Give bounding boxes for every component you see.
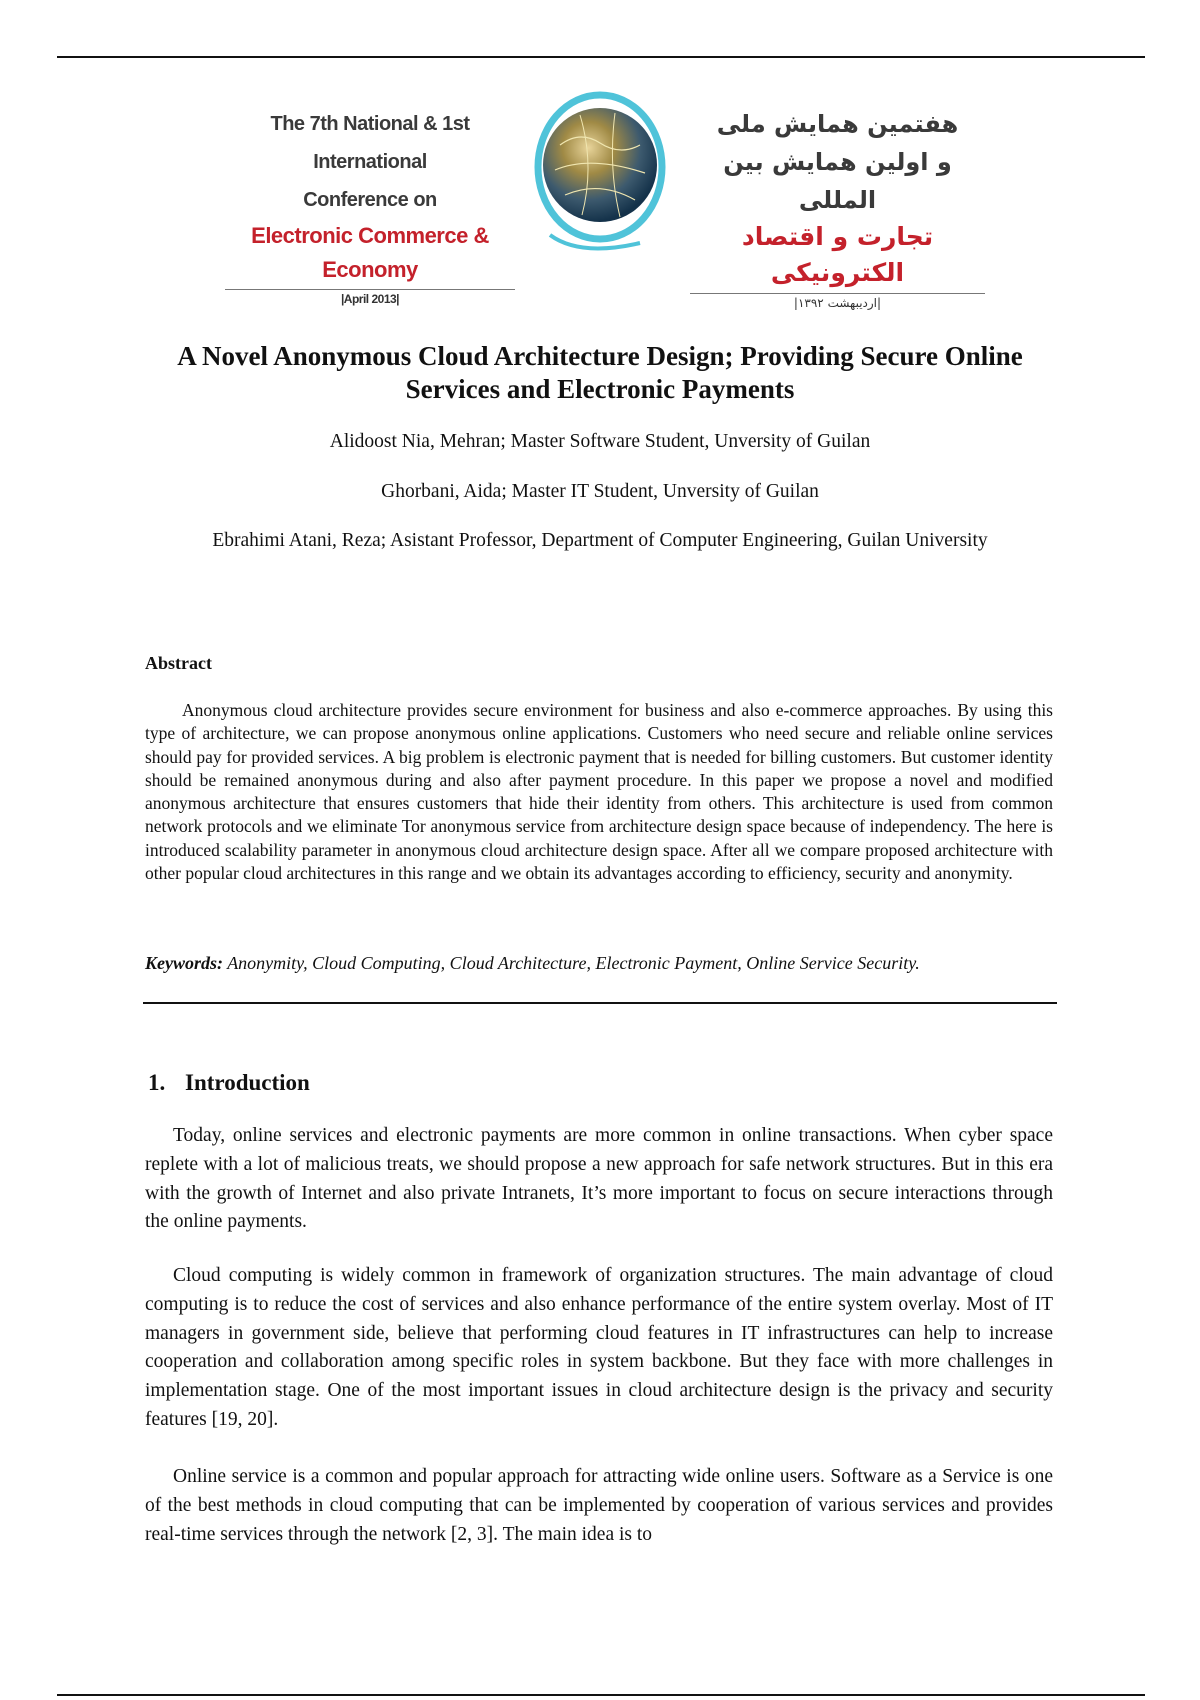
section-number: 1. [148,1070,166,1095]
keywords-line [145,953,1053,974]
section-title: Introduction [185,1070,310,1095]
conference-banner [225,75,985,310]
intro-paragraph-1: Today, online services and electronic payments are more common in online transactions. When cyber space replete with a lot of malicious treats, we should propose a new approach for safe network structures. But in this era with the growth of Internet and also private Intranets, It’s more important to focus on secure interactions through the online payments. [145,1125,1053,1233]
section-heading-introduction [148,1070,310,1096]
banner-fa-line2: و اولین همایش بین المللی [723,148,952,214]
banner-fa-date: |اردیبهشت ۱۳۹۲| [793,296,882,310]
banner-fa-divider [690,293,985,294]
banner-en-line3: Electronic Commerce & Economy [251,223,489,282]
abstract-heading: Abstract [145,653,212,673]
author-1: Alidoost Nia, Mehran; Master Software Student, Unversity of Guilan [329,431,871,452]
banner-fa-line3: تجارت و اقتصاد الکترونیکی [741,222,934,287]
top-rule [57,56,1145,58]
banner-english [225,105,515,306]
keywords-list: Anonymity, Cloud Computing, Cloud Architecture, Electronic Payment, Online Service Security. [227,953,920,973]
paper-title: A Novel Anonymous Cloud Architecture Design; Providing Secure Online Services and Electronic Payments [177,341,1023,404]
intro-paragraph-3: Online service is a common and popular approach for attracting wide online users. Software as a Service is one of the best methods in cloud computing that can be implemented by cooperation of various services and provides real-time services through the network [2, 3]. The main idea is to [145,1466,1053,1545]
banner-fa-line1: هفتمین همایش ملی [716,110,959,138]
banner-en-divider [225,289,515,290]
banner-en-date: |April 2013| [340,292,400,306]
banner-persian [690,105,985,310]
intro-paragraph-2: Cloud computing is widely common in framework of organization structures. The main advantage of cloud computing is to reduce the cost of services and also enhance performance of the entire system overlay. Most of IT managers in government side, believe that performing cloud features in IT infrastructures can help to increase cooperation and collaboration among specific roles in system backbone. But they face with more challenges in implementation stage. One of the most important issues in cloud architecture design is the privacy and security features [19, 20]. [145,1265,1053,1430]
globe-logo-icon [520,75,670,275]
keywords-label: Keywords: [145,953,223,973]
abstract-divider [143,1002,1057,1004]
bottom-rule [57,1694,1145,1696]
author-2: Ghorbani, Aida; Master IT Student, Unversity of Guilan [381,481,819,502]
banner-en-line2: Conference on [303,189,437,211]
author-3: Ebrahimi Atani, Reza; Asistant Professor, Department of Computer Engineering, Guilan University [212,530,988,551]
banner-en-line1: The 7th National & 1st International [270,113,470,173]
abstract-body: Anonymous cloud architecture provides secure environment for business and also e-commerce approaches. By using this type of architecture, we can propose anonymous online applications. Customers who need secure and reliable online services should pay for provided services. A big problem is electronic payment that is needed for billing customers. But customer identity should be remained anonymous during and also after payment procedure. In this paper we propose a novel and modified anonymous architecture that ensures customers that hide their identity from others. This architecture is used from common network protocols and we eliminate Tor anonymous service from architecture design space because of independency. The here is introduced scalability parameter in anonymous cloud architecture design space. After all we compare proposed architecture with other popular cloud architectures in this range and we obtain its advantages according to efficiency, security and anonymity. [145,700,1053,884]
